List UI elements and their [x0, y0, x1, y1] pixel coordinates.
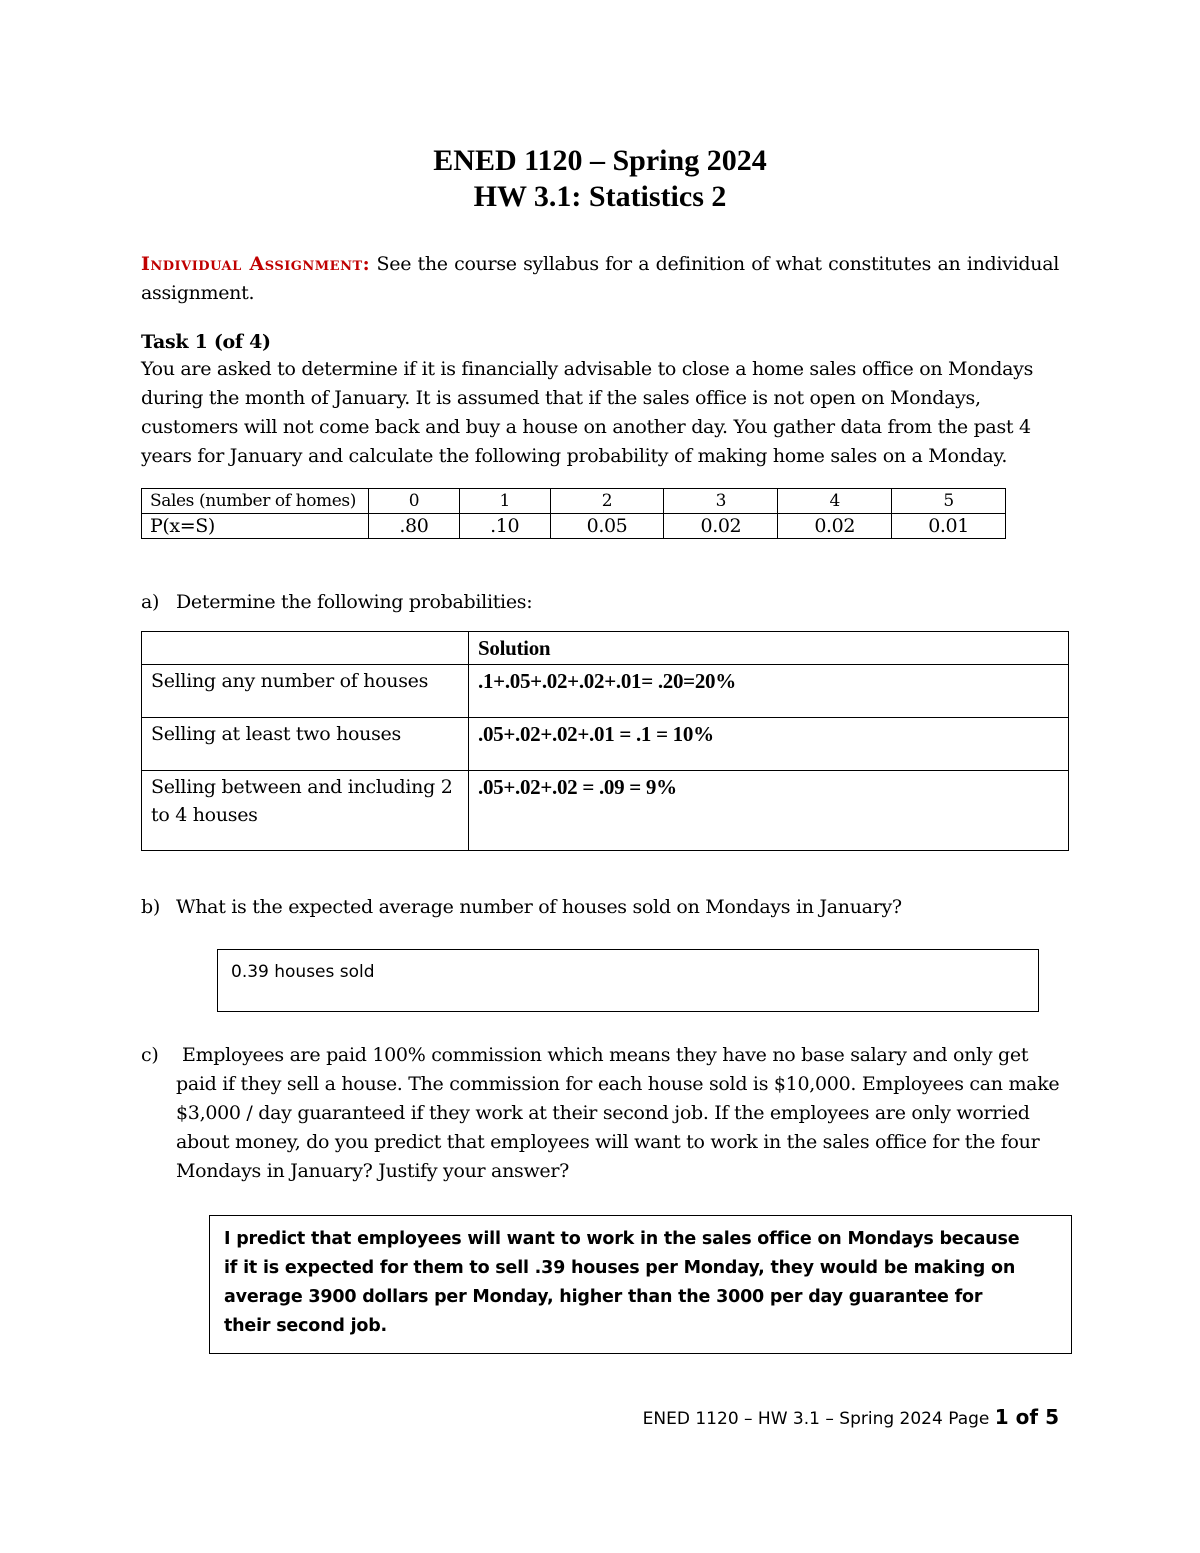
table-cell: .10 [459, 514, 550, 539]
sales-probability-table [141, 488, 1006, 539]
table-row-header: Sales (number of homes) [142, 489, 369, 514]
task-paragraph: You are asked to determine if it is financially advisable to close a home sales office on Mondays during the month of January. It is assumed that if the sales office is not open on Mondays, customers will not come back and buy a house on another day. You gather data from the past 4 years for January and calculate the following probability of making home sales on a Monday. [141, 358, 1034, 467]
answer-box-b: 0.39 houses sold [217, 949, 1039, 1012]
page-title: ENED 1120 – Spring 2024 [433, 144, 767, 177]
answer-box-c: I predict that employees will want to work in the sales office on Mondays because if it is expected for them to sell .39 houses per Monday, they would be making on average 3900 dollars per Monday, higher than the 3000 per day guarantee for their second job. [209, 1215, 1072, 1354]
table-row [142, 489, 1006, 514]
table-row [142, 632, 1069, 665]
table-cell: Selling any number of houses [142, 665, 469, 718]
table-cell: Selling at least two houses [142, 718, 469, 771]
table-cell: 2 [550, 489, 664, 514]
solution-cell: .1+.05+.02+.02+.01= .20=20% [469, 665, 1069, 718]
table-cell [142, 632, 469, 665]
solution-cell: .05+.02+.02 = .09 = 9% [469, 771, 1069, 851]
table-cell: 0.02 [778, 514, 892, 539]
table-cell: 0.02 [664, 514, 778, 539]
question-b-label: b) [141, 896, 160, 918]
question-a-text: Determine the following probabilities: [176, 591, 533, 613]
footer-page-number: 1 [994, 1405, 1009, 1429]
table-row [142, 665, 1069, 718]
table-cell: 0 [369, 489, 460, 514]
footer-text: ENED 1120 – HW 3.1 – Spring 2024 Page [642, 1409, 995, 1429]
solution-cell: .05+.02+.02+.01 = .1 = 10% [469, 718, 1069, 771]
question-c-text: Employees are paid 100% commission which means they have no base salary and only get paid if they sell a house. The commission for each house sold is $10,000. Employees can make $3,000 / day guaranteed if they work at their second job. If the employees are only worried about money, do you predict that employees will want to work in the sales office for the four Mondays in January? Justify your answer? [176, 1044, 1060, 1182]
table-row [142, 514, 1006, 539]
table-row-header: P(x=S) [142, 514, 369, 539]
table-cell: .80 [369, 514, 460, 539]
individual-assignment-lead: Individual Assignment: [141, 253, 371, 275]
table-cell: 4 [778, 489, 892, 514]
page-subtitle: HW 3.1: Statistics 2 [473, 180, 727, 213]
table-row [142, 771, 1069, 851]
footer-of: of [1008, 1405, 1046, 1429]
solution-header: Solution [469, 632, 1069, 665]
table-row [142, 718, 1069, 771]
footer-page-total: 5 [1045, 1405, 1059, 1429]
question-c-label: c) [141, 1044, 159, 1066]
page-footer [643, 1405, 1059, 1429]
task-heading: Task 1 (of 4) [141, 331, 271, 353]
table-cell: 3 [664, 489, 778, 514]
question-a-label: a) [141, 591, 160, 613]
table-cell: 5 [892, 489, 1006, 514]
table-cell: 0.05 [550, 514, 664, 539]
table-cell: 1 [459, 489, 550, 514]
individual-assignment-text: See the course syllabus for a definition of what constitutes an individual assignment. [141, 253, 1059, 304]
table-cell: Selling between and including 2 to 4 houses [142, 771, 469, 851]
individual-assignment-note [141, 250, 1059, 308]
table-cell: 0.01 [892, 514, 1006, 539]
solution-table [141, 631, 1069, 851]
question-b-text: What is the expected average number of houses sold on Mondays in January? [176, 896, 902, 918]
